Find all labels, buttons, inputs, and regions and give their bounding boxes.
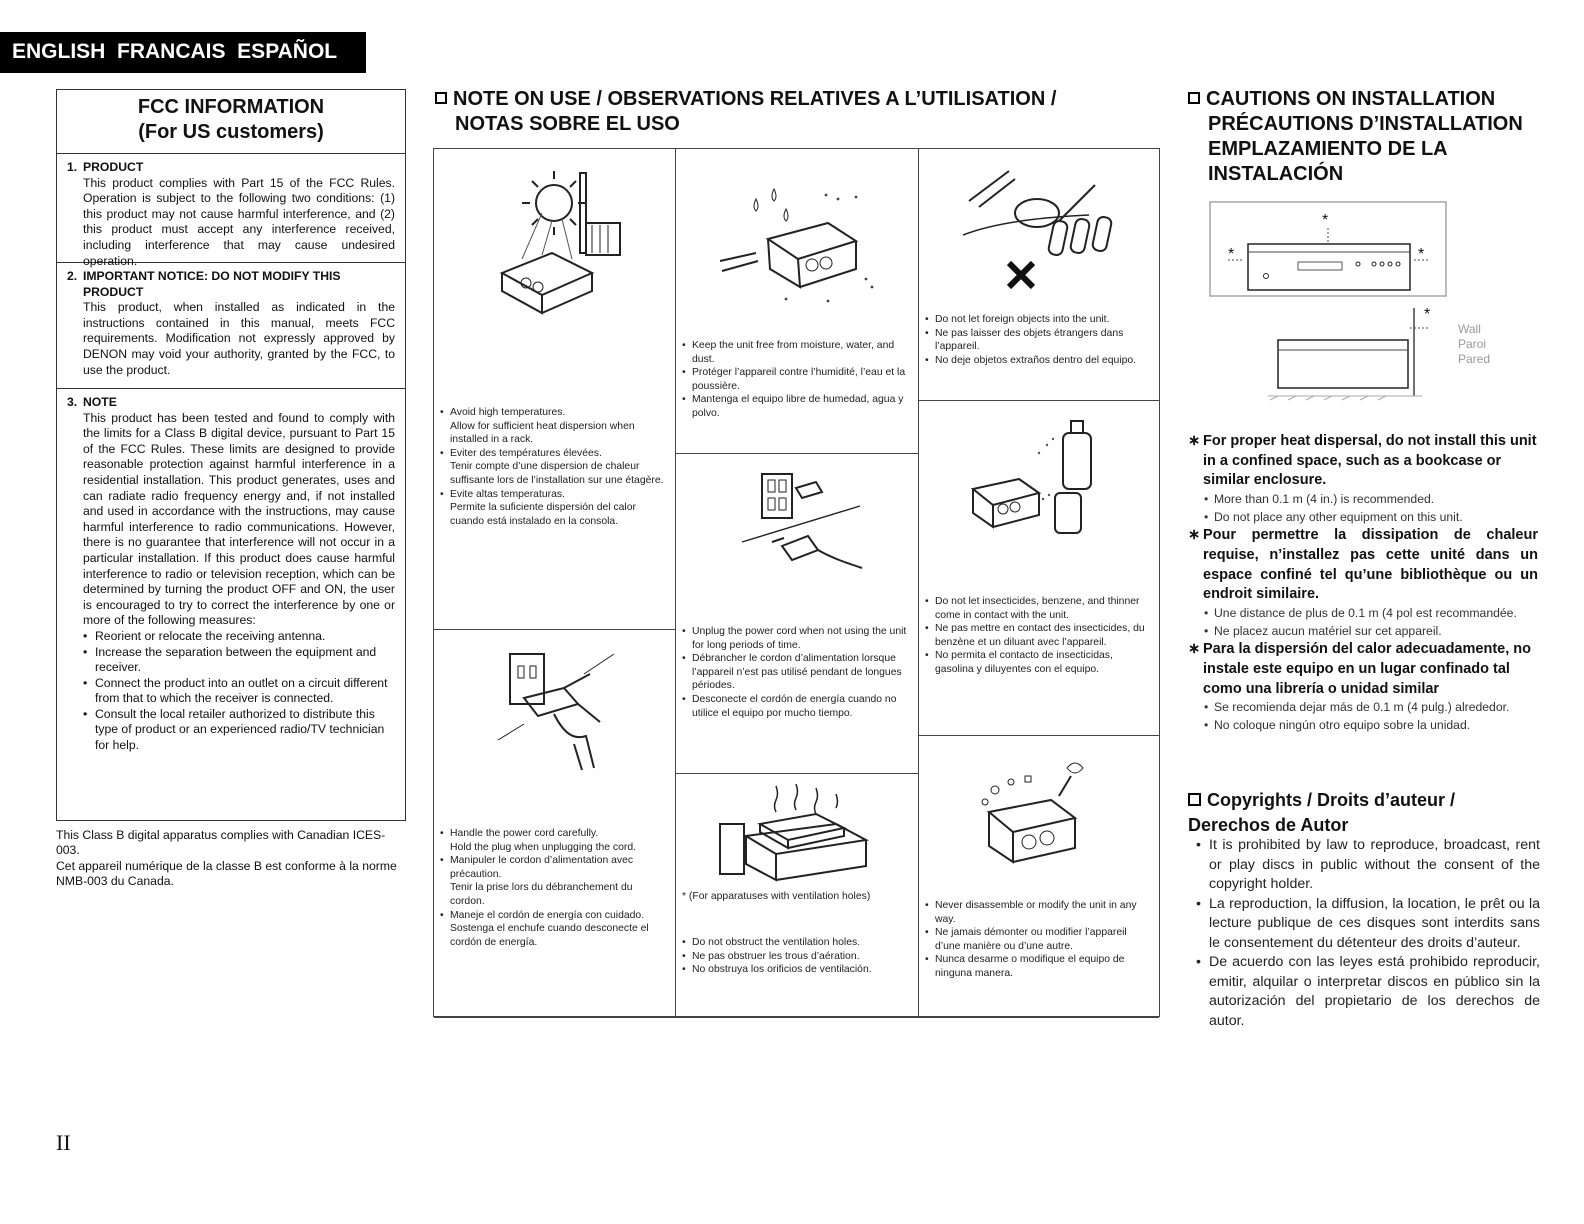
list-item: • Consult the local retailer authorized to distribute this type of product or an experienced radio/TV technician for help.	[83, 707, 395, 754]
list-item: • Never disassemble or modify the unit in any way.	[925, 899, 1153, 926]
title-line: NOTAS SOBRE EL USO	[455, 113, 680, 135]
caution-heading-fr: ∗ Pour permettre la dissipation de chaleur requise, n’installez pas cette unité dans un espace confiné tel qu’une bibliothèque ou un endroit similaire.	[1188, 526, 1538, 605]
list-item-detail: Hold the plug when unplugging the cord.	[450, 841, 637, 853]
wall-label-en: Wall	[1458, 322, 1481, 336]
title-line: Derechos de Autor	[1188, 815, 1349, 835]
list-item: • Connect the product into an outlet on a circuit different from that to which the receiver is connected.	[83, 676, 395, 707]
list-item: • Keep the unit free from moisture, water, and dust.	[682, 339, 912, 366]
cautions-title	[1188, 87, 1523, 187]
list-item-detail: Tenir la prise lors du débranchement du cordon.	[450, 882, 633, 907]
section-body: This product, when installed as indicated in the instructions contained in this manual, meets FCC requirements. Modification not expressly approved by DENON may void your authority, granted by the FCC, to use the product.	[83, 300, 395, 377]
list-item: • Ne jamais démonter ou modifier l’appareil d’une manière ou d’une autre.	[925, 926, 1153, 953]
list-item-detail: Sostenga el enchufe cuando desconecte el cordón de energía.	[450, 923, 649, 948]
list-item: • Unplug the power cord when not using the unit for long periods of time.	[682, 625, 912, 652]
section-title: IMPORTANT NOTICE: DO NOT MODIFY THIS PRODUCT	[83, 269, 341, 299]
list-item: • Protéger l’appareil contre l’humidité, l’eau et la poussière.	[682, 366, 912, 393]
caution-text: Se recomienda dejar más de 0.1 m (4 pulg.) alrededor.	[1214, 700, 1510, 715]
copyrights-title	[1188, 788, 1455, 838]
copyrights-list	[1196, 836, 1540, 1031]
caution-item: • More than 0.1 m (4 in.) is recommended.	[1188, 491, 1538, 509]
copyright-text: De acuerdo con las leyes está prohibido reproducir, emitir, alquilar o interpretar discos en público sin la autorización del propietario de los derechos de autor.	[1209, 954, 1540, 1029]
caution-text: Do not place any other equipment on this unit.	[1214, 509, 1463, 524]
list-item: • Do not obstruct the ventilation holes.	[682, 936, 912, 950]
list-item: • Do not let insecticides, benzene, and thinner come in contact with the unit.	[925, 595, 1153, 622]
section-number: 2.	[67, 269, 78, 283]
vent-note: * (For apparatuses with ventilation holes)	[682, 891, 871, 902]
grid-cell-unplug	[676, 454, 919, 774]
list-item: • Do not let foreign objects into the unit.	[925, 313, 1153, 327]
caution-item: • Ne placez aucun matériel sur cet appareil.	[1188, 623, 1538, 641]
disassemble-illustration-icon	[971, 746, 1111, 876]
checkbox-bullet-icon	[1188, 793, 1201, 806]
copyright-text: It is prohibited by law to reproduce, broadcast, rent or play discs in public without the consent of the copyright holder.	[1209, 837, 1540, 892]
grid-cell-insecticides	[919, 401, 1159, 736]
caution-heading-es: ∗ Para la dispersión del calor adecuadamente, no instale este equipo en un lugar confinado tal como una librería o unidad similar	[1188, 640, 1538, 699]
caution-item: • Une distance de plus de 0.1 m (4 pol est recommandée.	[1188, 605, 1538, 623]
list-item: • La reproduction, la diffusion, la location, le prêt ou la lecture publique de ces disques sont interdits sans le consentement du détenteur des droits d’auteur.	[1196, 895, 1540, 954]
list-item: • Mantenga el equipo libre de humedad, agua y polvo.	[682, 393, 912, 420]
caution-text: Para la dispersión del calor adecuadamente, no instale este equipo en un lugar confinado tal como una librería o unidad similar	[1203, 641, 1531, 697]
list-item: • Nunca desarme o modifique el equipo de ninguna manera.	[925, 953, 1153, 980]
water-drops-illustration-icon	[716, 179, 886, 309]
copyright-text: La reproduction, la diffusion, la location, le prêt ou la lecture publique de ces disques sont interdits sans le consentement du détenteur des droits d’auteur.	[1209, 895, 1540, 951]
title-line: EMPLAZAMIENTO DE LA	[1208, 138, 1448, 160]
language-tab-rule	[0, 71, 366, 73]
cell-text	[682, 625, 912, 720]
grid-cell-disassemble	[919, 736, 1159, 1018]
list-item: • Maneje el cordón de energía con cuidado.	[440, 909, 669, 923]
caution-text: Une distance de plus de 0.1 m (4 pol est recommandée.	[1214, 606, 1517, 621]
list-item: • Ne pas mettre en contact des insecticides, du benzène et un diluant avec l’appareil.	[925, 622, 1153, 649]
caution-item: • Se recomienda dejar más de 0.1 m (4 pulg.) alrededor.	[1188, 699, 1538, 717]
fcc-heading	[57, 90, 405, 154]
section-body: This product has been tested and found to comply with the limits for a Class B digital device, pursuant to Part 15 of the FCC Rules. These limits are designed to provide reasonable protection against harmful interference in a residential installation. This product generates, uses and can radiate radio frequency energy and, if not installed and used in accordance with the instructions, may cause harmful interference to radio communications. However, there is no guarantee that interference will not occur in a particular installation. If this product does cause harmful interference to radio or television reception, which can be determined by turning the product OFF and ON, the user is encouraged to try to correct the interference by one or more of the following measures:	[83, 410, 395, 628]
list-item-detail: Permite la suficiente dispersión del calor cuando está instalado en la consola.	[450, 502, 636, 527]
list-item: • Increase the separation between the equipment and receiver.	[83, 645, 395, 676]
section-body: This product complies with Part 15 of the FCC Rules. Operation is subject to the following two conditions: (1) this product may not cause harmful interference, and (2) this product must accept any interference received, including interference that may cause undesired operation.	[83, 175, 395, 268]
list-item: • Eviter des températures élevées.	[440, 447, 669, 461]
list-item: • Reorient or relocate the receiving antenna.	[83, 629, 395, 645]
cell-text	[925, 899, 1153, 981]
language-tab: ENGLISH FRANCAIS ESPAÑOL	[0, 32, 366, 72]
section-number: 3.	[67, 395, 78, 409]
fcc-section-notice	[57, 263, 405, 389]
note-on-use-title	[435, 87, 1056, 137]
title-line: CAUTIONS ON INSTALLATION	[1206, 88, 1496, 110]
note-on-use-grid	[433, 148, 1160, 1017]
list-item: • Desconecte el cordón de energía cuando no utilice el equipo por mucho tiempo.	[682, 693, 912, 720]
caution-text: Ne placez aucun matériel sur cet appareil.	[1214, 623, 1442, 638]
installation-diagram	[1208, 200, 1448, 410]
heat-sun-illustration-icon	[482, 163, 632, 323]
fcc-section-note	[57, 389, 405, 759]
caution-text: More than 0.1 m (4 in.) is recommended.	[1214, 492, 1435, 507]
caution-heading-en: ∗ For proper heat dispersal, do not install this unit in a confined space, such as a bookcase or similar enclosure.	[1188, 432, 1538, 491]
list-item: • Handle the power cord carefully.	[440, 827, 669, 841]
title-line: INSTALACIÓN	[1208, 163, 1344, 185]
cell-text	[440, 827, 669, 949]
grid-cell-power-cord	[434, 630, 676, 1018]
clearance-marker: *	[1424, 306, 1431, 323]
grid-cell-foreign-objects	[919, 149, 1159, 401]
clearance-marker: *	[1322, 212, 1329, 229]
spray-can-illustration-icon	[959, 409, 1119, 539]
list-item-detail: Tenir compte d’une dispersion de chaleur suffisante lors de l’installation sur une étagère.	[450, 461, 664, 486]
grid-cell-ventilation	[676, 774, 919, 1018]
foreign-objects-illustration-icon	[959, 161, 1119, 291]
cell-text	[682, 936, 912, 977]
list-item: • Débrancher le cordon d’alimentation lorsque l’appareil n’est pas utilisé pendant de longues périodes.	[682, 652, 912, 693]
cell-text	[925, 595, 1153, 677]
caution-item: • Do not place any other equipment on this unit.	[1188, 509, 1538, 527]
page-number: II	[56, 1130, 71, 1155]
list-item: • Ne pas obstruer les trous d’aération.	[682, 950, 912, 964]
fcc-title: FCC INFORMATION	[137, 96, 325, 118]
list-item: • No permita el contacto de insecticidas, gasolina y diluyentes con el equipo.	[925, 649, 1153, 676]
list-item: • It is prohibited by law to reproduce, broadcast, rent or play discs in public without the consent of the copyright holder.	[1196, 836, 1540, 895]
ventilation-books-illustration-icon	[716, 784, 886, 884]
plug-outlet-illustration-icon	[494, 644, 624, 774]
list-item: • No deje objetos extraños dentro del equipo.	[925, 354, 1153, 368]
grid-cell-heat	[434, 149, 676, 630]
unplug-outlet-illustration-icon	[732, 466, 872, 576]
wall-label-es: Pared	[1458, 352, 1491, 366]
canada-compliance-note: This Class B digital apparatus complies with Canadian ICES-003. Cet appareil numérique de la classe B est conforme à la norme NMB-003 du Canada.	[56, 828, 397, 889]
installation-clearance-figure	[1208, 200, 1491, 410]
caution-text: For proper heat dispersal, do not install this unit in a confined space, such as a bookcase or similar enclosure.	[1203, 433, 1537, 489]
cell-text	[440, 406, 669, 528]
list-item: • Evite altas temperaturas.	[440, 488, 669, 502]
section-number: 1.	[67, 160, 78, 174]
list-item: • Ne pas laisser des objets étrangers dans l’appareil.	[925, 327, 1153, 354]
title-line: NOTE ON USE / OBSERVATIONS RELATIVES A L’UTILISATION /	[453, 88, 1057, 110]
title-line: PRÉCAUTIONS D’INSTALLATION	[1208, 113, 1523, 135]
caution-item: • No coloque ningún otro equipo sobre la unidad.	[1188, 717, 1538, 735]
caution-text: Pour permettre la dissipation de chaleur requise, n’installez pas cette unité dans un espace confiné tel qu’une bibliothèque ou un endroit similaire.	[1203, 527, 1538, 603]
checkbox-bullet-icon	[1188, 92, 1200, 104]
wall-label-fr: Paroi	[1458, 337, 1487, 351]
fcc-information-box	[56, 89, 406, 821]
fcc-section-product	[57, 154, 405, 268]
wall-labels	[1458, 322, 1490, 367]
measures-list	[67, 629, 395, 754]
list-item: • Avoid high temperatures.	[440, 406, 669, 420]
caution-text: No coloque ningún otro equipo sobre la unidad.	[1214, 718, 1471, 732]
cell-text	[925, 313, 1153, 367]
grid-cell-moisture	[676, 149, 919, 454]
installation-cautions	[1188, 432, 1538, 735]
list-item-detail: Allow for sufficient heat dispersion when installed in a rack.	[450, 420, 635, 446]
cell-text	[682, 339, 912, 421]
title-line: Copyrights / Droits d’auteur /	[1207, 790, 1456, 810]
checkbox-bullet-icon	[435, 92, 447, 104]
fcc-subtitle: (For US customers)	[138, 121, 324, 143]
section-title: NOTE	[83, 395, 117, 409]
clearance-marker: *	[1228, 246, 1235, 263]
list-item: • Manipuler le cordon d’alimentation avec précaution.	[440, 854, 669, 881]
clearance-marker: *	[1418, 246, 1425, 263]
section-title: PRODUCT	[83, 160, 144, 174]
list-item: • De acuerdo con las leyes está prohibido reproducir, emitir, alquilar o interpretar discos en público sin la autorización del propietario de los derechos de autor.	[1196, 953, 1540, 1031]
list-item: • No obstruya los orificios de ventilación.	[682, 963, 912, 977]
